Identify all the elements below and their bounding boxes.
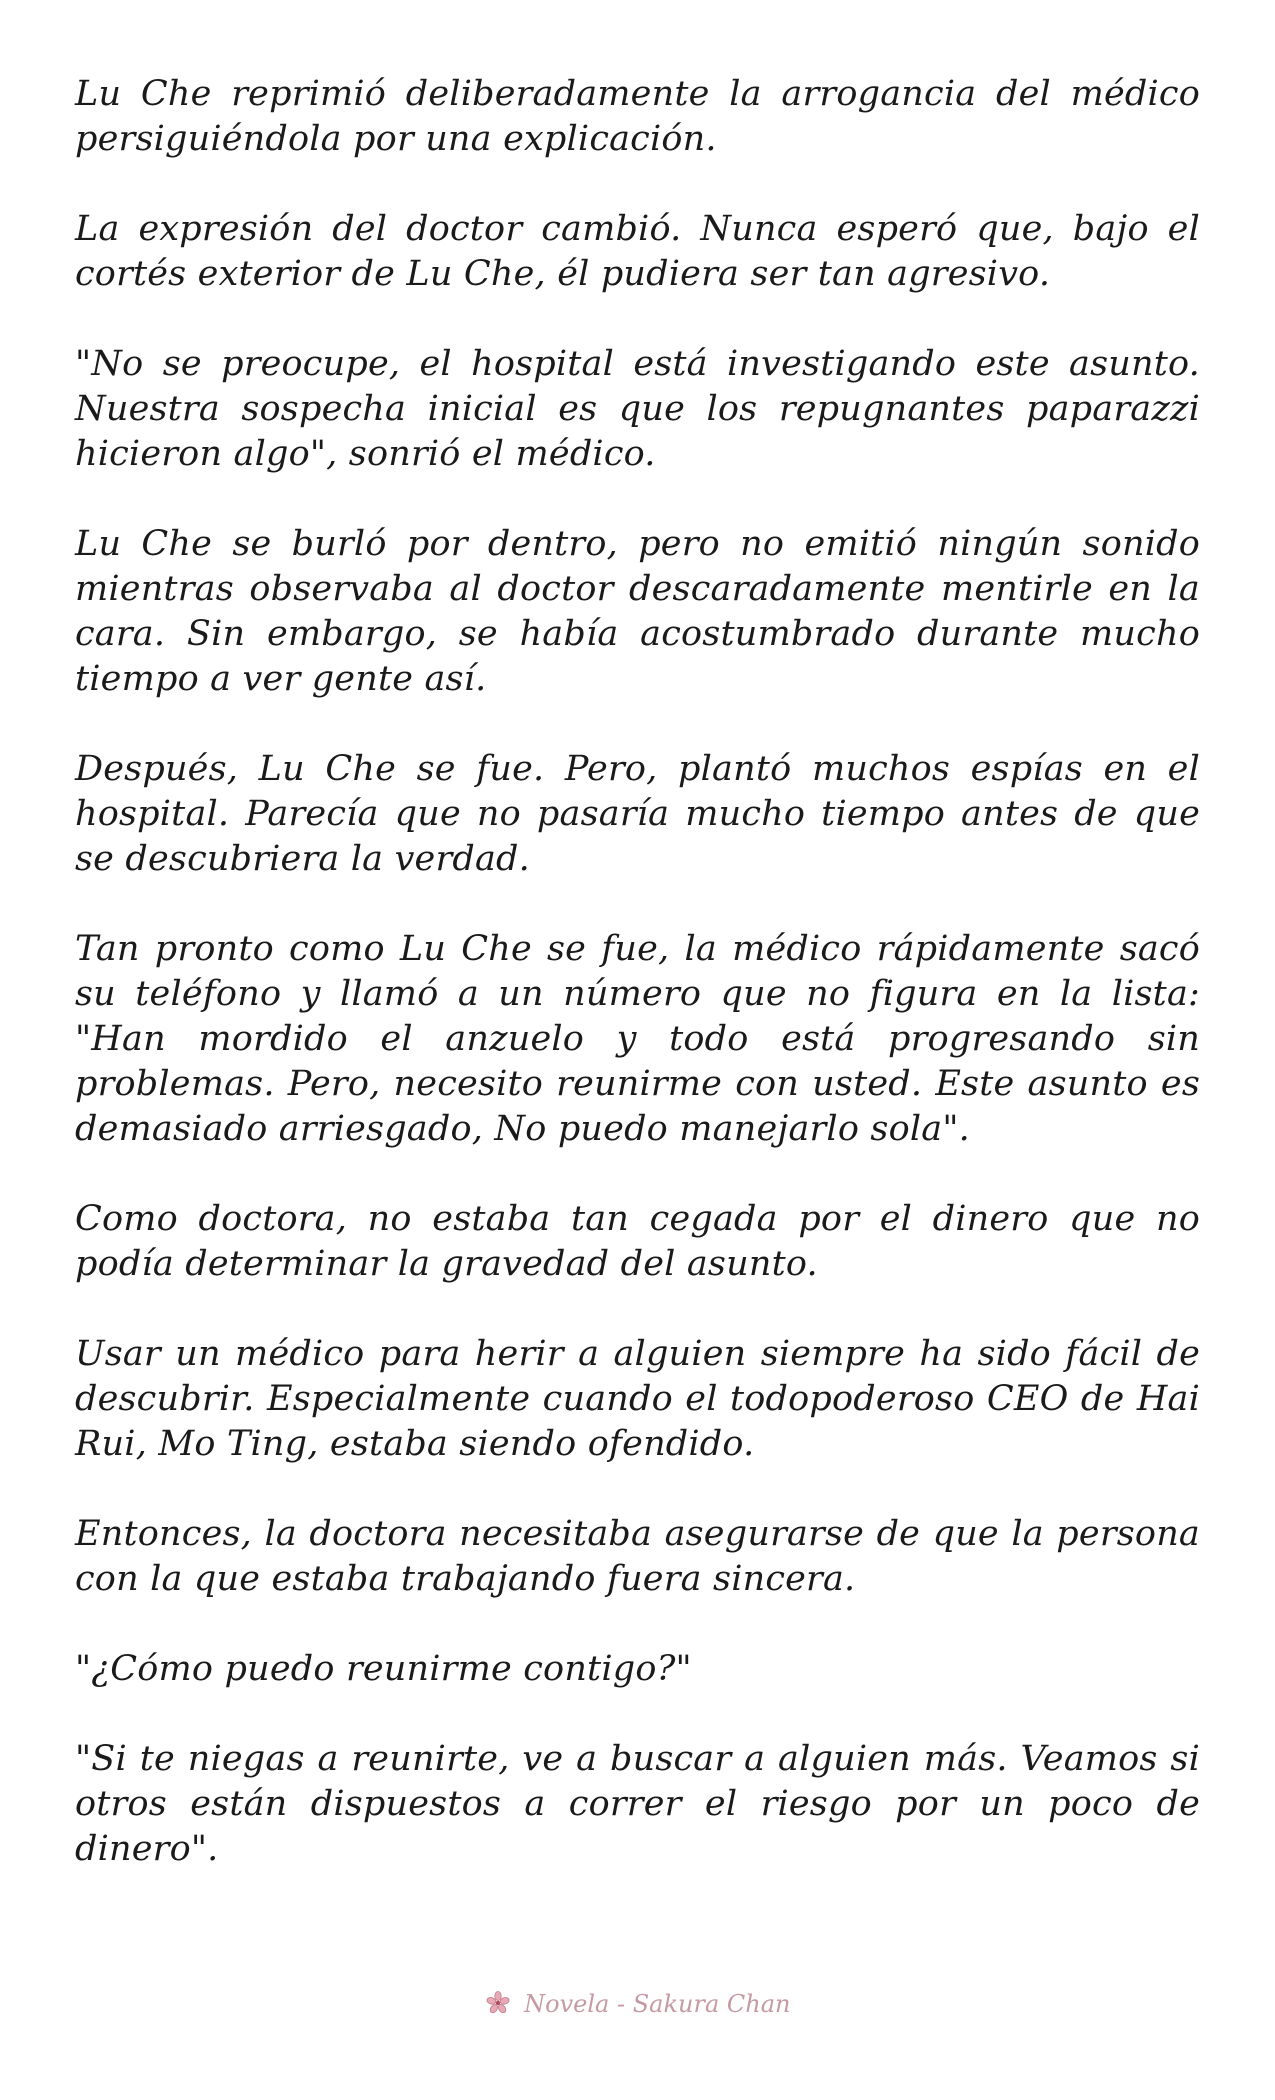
watermark-text: Novela - Sakura Chan xyxy=(524,1990,791,2018)
watermark xyxy=(0,1990,1275,2018)
document-body xyxy=(75,72,1200,1917)
paragraph: Tan pronto como Lu Che se fue, la médico rápidamente sacó su teléfono y llamó a un número que no figura en la lista: "Han mordido el anzuelo y todo está progresando sin problemas. Pero, necesito reunirme con usted. Este asunto es demasiado arriesgado, No puedo manejarlo sola". xyxy=(75,929,1200,1149)
paragraph: Entonces, la doctora necesitaba asegurarse de que la persona con la que estaba trabajando fuera sincera. xyxy=(75,1514,1200,1599)
paragraph: Como doctora, no estaba tan cegada por el dinero que no podía determinar la gravedad del asunto. xyxy=(75,1199,1200,1284)
paragraph: Usar un médico para herir a alguien siempre ha sido fácil de descubrir. Especialmente cuando el todopoderoso CEO de Hai Rui, Mo Ting, estaba siendo ofendido. xyxy=(75,1334,1200,1464)
paragraph: Lu Che se burló por dentro, pero no emitió ningún sonido mientras observaba al doctor descaradamente mentirle en la cara. Sin embargo, se había acostumbrado durante mucho tiempo a ver gente así. xyxy=(75,524,1200,699)
paragraph: "Si te niegas a reunirte, ve a buscar a alguien más. Veamos si otros están dispuestos a correr el riesgo por un poco de dinero". xyxy=(75,1739,1200,1869)
paragraph: "No se preocupe, el hospital está investigando este asunto. Nuestra sospecha inicial es que los repugnantes paparazzi hicieron algo", sonrió el médico. xyxy=(75,344,1200,474)
sakura-flower-icon xyxy=(485,1990,511,2016)
paragraph: Después, Lu Che se fue. Pero, plantó muchos espías en el hospital. Parecía que no pasaría mucho tiempo antes de que se descubriera la verdad. xyxy=(75,749,1200,879)
paragraph: "¿Cómo puedo reunirme contigo?" xyxy=(75,1649,692,1689)
paragraph: Lu Che reprimió deliberadamente la arrogancia del médico persiguiéndola por una explicación. xyxy=(75,74,1200,159)
paragraph: La expresión del doctor cambió. Nunca esperó que, bajo el cortés exterior de Lu Che, él pudiera ser tan agresivo. xyxy=(75,209,1200,294)
